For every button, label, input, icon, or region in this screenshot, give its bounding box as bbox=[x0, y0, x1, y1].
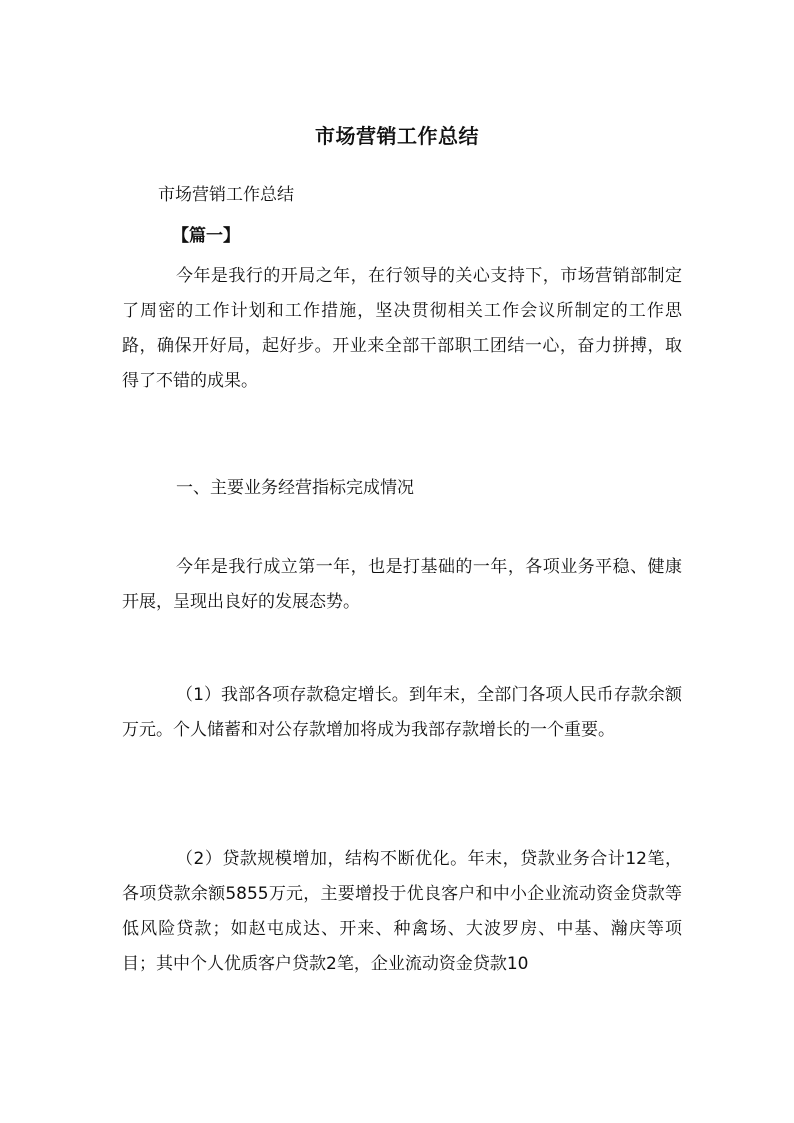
loan-paragraph: （2）贷款规模增加，结构不断优化。年末，贷款业务合计12笔，各项贷款余额5855万元，主要增投于优良客户和中小企业流动资金贷款等低风险贷款；如赵屯成达、开来、种禽场、大波罗房、中基、瀚庆等项目；其中个人优质客户贷款2笔，企业流动资金贷款10 bbox=[122, 849, 682, 974]
intro-paragraph: 今年是我行的开局之年，在行领导的关心支持下，市场营销部制定了周密的工作计划和工作措施，坚决贯彻相关工作会议所制定的工作思路，确保开好局，起好步。开业来全部干部职工团结一心，奋力拼搏，取得了不错的成果。 bbox=[122, 266, 682, 391]
section-tag: 【篇一】 bbox=[172, 226, 240, 246]
overview-paragraph: 今年是我行成立第一年，也是打基础的一年，各项业务平稳、健康开展，呈现出良好的发展态势。 bbox=[122, 557, 682, 612]
section-heading: 一、主要业务经营指标完成情况 bbox=[176, 478, 414, 498]
document-subtitle: 市场营销工作总结 bbox=[158, 185, 294, 205]
document-title: 市场营销工作总结 bbox=[315, 124, 479, 148]
deposit-paragraph: （1）我部各项存款稳定增长。到年末，全部门各项人民币存款余额万元。个人储蓄和对公存款增加将成为我部存款增长的一个重要。 bbox=[122, 685, 682, 740]
